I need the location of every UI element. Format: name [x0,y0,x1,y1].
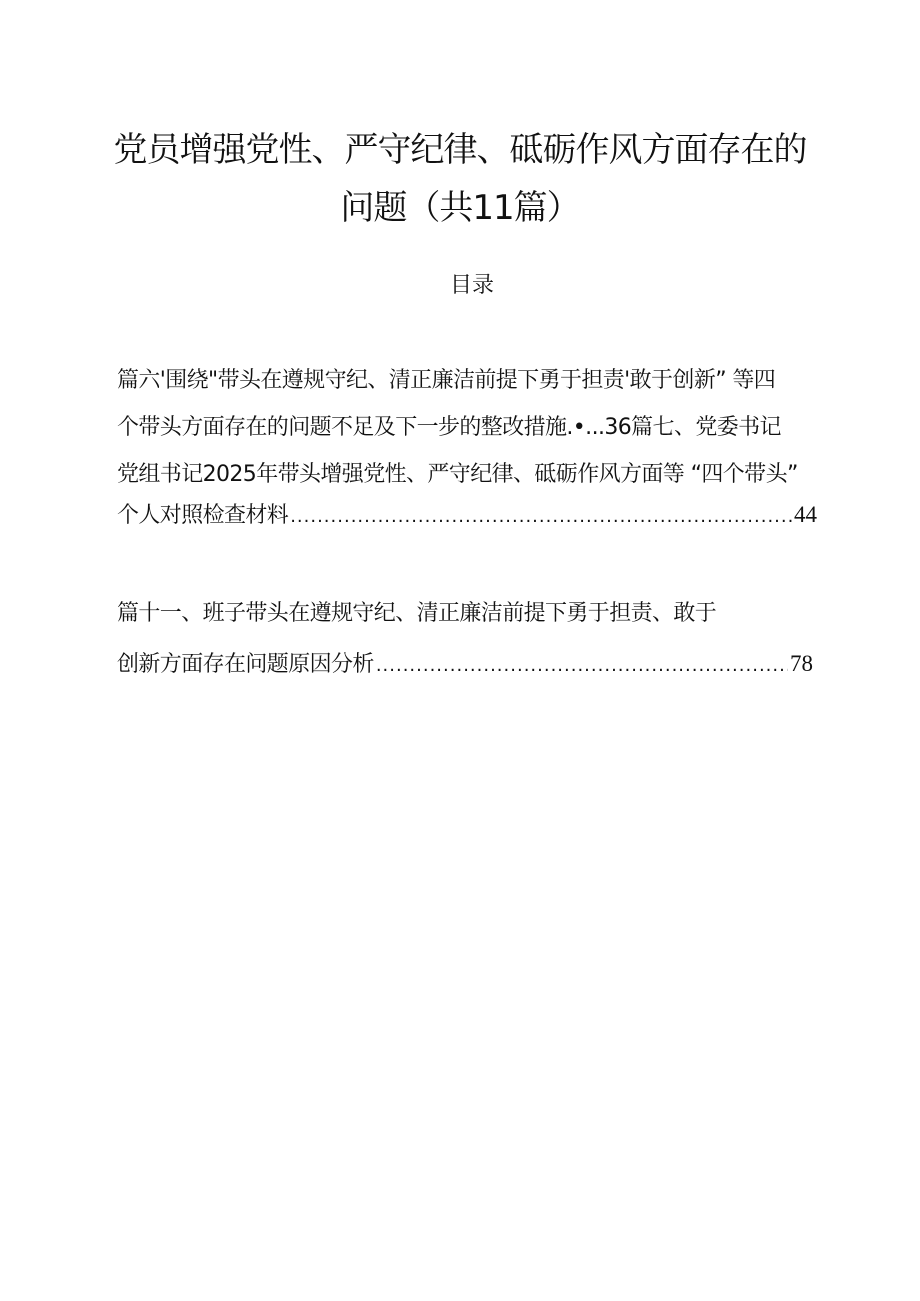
toc-entry-line [117,652,813,676]
toc-heading: 目录 [449,273,494,298]
toc-page-number: 44 [794,502,817,527]
toc-entry-line: 篇六'围绕"带头在遵规守纪、清正廉洁前提下勇于担责'敢于创新” 等四 [117,368,776,393]
toc-entry-line: 篇十一、班子带头在遵规守纪、清正廉洁前提下勇于担责、敢于 [117,601,717,626]
toc-entry-text: 创新方面存在问题原因分析 [117,652,374,677]
toc-dot-leader [290,508,792,526]
document-title-line-2: 问题（共11篇） [340,188,580,228]
toc-dot-leader [376,657,788,675]
toc-entry-line: 党组书记2025年带头增强党性、严守纪律、砥砺作风方面等 “四个带头” [117,462,798,487]
document-title-line-1: 党员增强党性、严守纪律、砥砺作风方面存在的 [113,130,807,170]
toc-page-number: 78 [790,651,813,676]
toc-entry-line: 个带头方面存在的问题不足及下一步的整改措施.•...36篇七、党委书记 [117,415,781,440]
toc-entry-text: 个人对照检查材料 [117,503,289,528]
toc-entry-line [117,503,817,527]
